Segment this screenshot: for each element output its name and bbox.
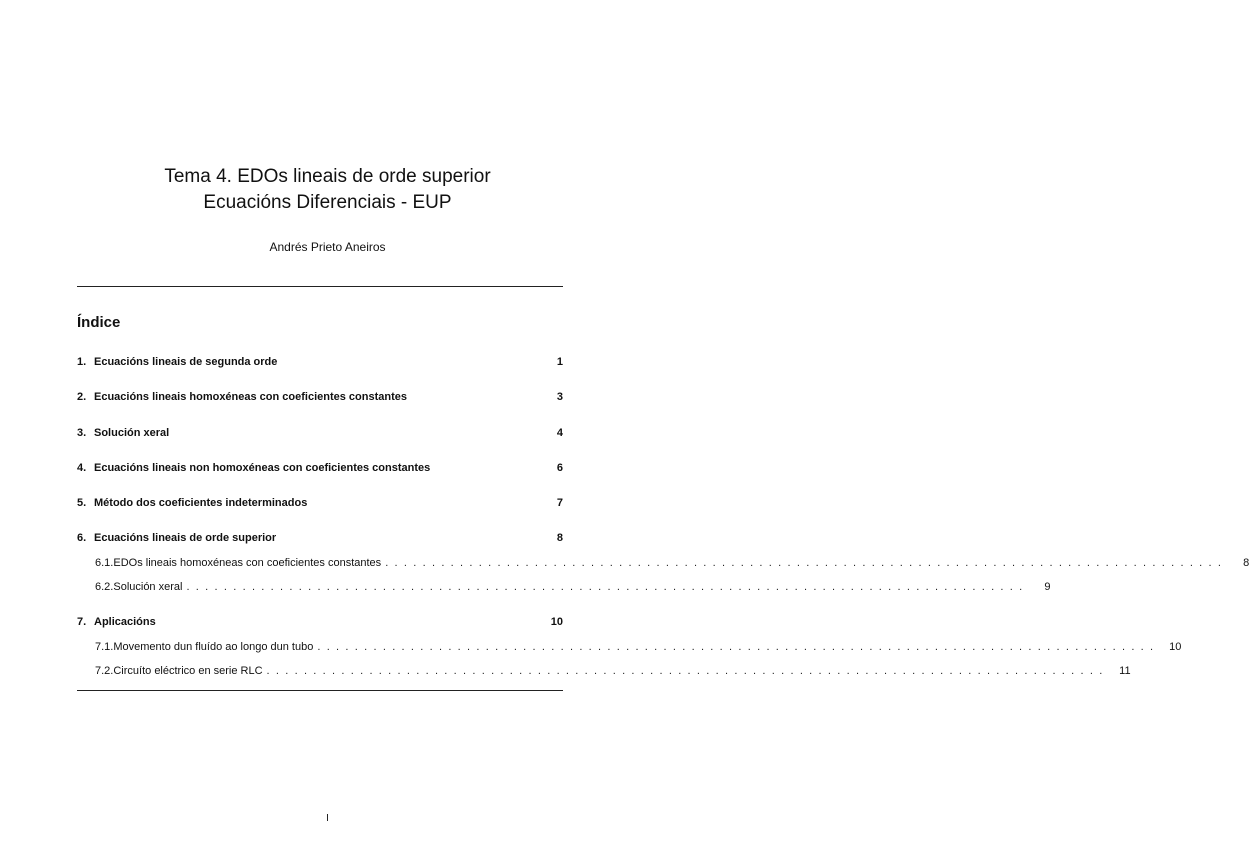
toc-dot-leader: .......................................................................................... <box>186 581 1029 593</box>
toc-subentry-page: 10 <box>1169 641 1182 653</box>
toc-entry-page: 8 <box>556 532 563 544</box>
page-number: I <box>326 813 329 824</box>
toc-subentry-number: 6.2. <box>95 581 114 593</box>
toc-entry-label: Método dos coeficientes indeterminados <box>94 497 308 509</box>
toc-entry-6[interactable] <box>77 529 563 547</box>
toc-entry-7[interactable] <box>77 613 563 631</box>
toc-entry-2[interactable] <box>77 388 563 406</box>
toc-subentry-number: 6.1. <box>95 557 114 569</box>
toc-subentry-number: 7.2. <box>95 665 114 677</box>
toc-entry-page: 10 <box>550 616 563 628</box>
toc-entry-page: 7 <box>556 497 563 509</box>
toc-subentry-page: 11 <box>1119 665 1131 677</box>
toc-entry-number: 6. <box>77 532 87 544</box>
toc-dot-leader: .......................................................................................... <box>266 665 1109 677</box>
toc-entry-4[interactable] <box>77 459 563 477</box>
toc-entry-page: 6 <box>556 462 563 474</box>
toc-entry-number: 7. <box>77 616 87 628</box>
toc-entry-page: 4 <box>556 427 563 439</box>
toc-entry-1[interactable] <box>77 353 563 371</box>
toc-entry-label: Solución xeral <box>94 427 170 439</box>
toc-entry-page: 3 <box>556 391 563 403</box>
toc-entry-number: 3. <box>77 427 87 439</box>
toc-entry-label: Ecuacións lineais de segunda orde <box>94 356 278 368</box>
toc-subentry-6-2[interactable] <box>95 578 1051 596</box>
toc-heading: Índice <box>77 314 121 331</box>
toc-entry-number: 5. <box>77 497 87 509</box>
toc-subentry-7-2[interactable] <box>95 662 1131 680</box>
toc-subentry-number: 7.1. <box>95 641 114 653</box>
toc-dot-leader: .......................................................................................... <box>317 641 1160 653</box>
toc-entry-number: 4. <box>77 462 87 474</box>
toc-entry-number: 2. <box>77 391 87 403</box>
toc-entry-label: Ecuacións lineais non homoxéneas con coeficientes constantes <box>94 462 431 474</box>
toc-subentry-7-1[interactable] <box>95 638 1182 656</box>
toc-dot-leader: .......................................................................................... <box>385 557 1228 569</box>
toc-subentry-page: 9 <box>1044 581 1051 593</box>
course-title: Ecuacións Diferenciais - EUP <box>203 192 452 213</box>
toc-subentry-6-1[interactable] <box>95 554 1249 572</box>
toc-entry-label: Aplicacións <box>94 616 156 628</box>
toc-subentry-label: Movemento dun fluído ao longo dun tubo <box>113 641 314 653</box>
toc-entry-number: 1. <box>77 356 87 368</box>
toc-entry-page: 1 <box>556 356 563 368</box>
toc-subentry-label: Circuíto eléctrico en serie RLC <box>113 665 263 677</box>
toc-entry-5[interactable] <box>77 494 563 512</box>
toc-subentry-page: 8 <box>1243 557 1249 569</box>
toc-entry-label: Ecuacións lineais homoxéneas con coeficientes constantes <box>94 391 408 403</box>
bottom-divider <box>77 690 563 691</box>
top-divider <box>77 286 563 287</box>
toc-entry-3[interactable] <box>77 424 563 442</box>
toc-entry-label: Ecuacións lineais de orde superior <box>94 532 277 544</box>
toc-subentry-label: EDOs lineais homoxéneas con coeficientes constantes <box>113 557 382 569</box>
toc-subentry-label: Solución xeral <box>113 581 183 593</box>
document-title: Tema 4. EDOs lineais de orde superior <box>164 166 491 187</box>
author-name: Andrés Prieto Aneiros <box>269 240 386 254</box>
